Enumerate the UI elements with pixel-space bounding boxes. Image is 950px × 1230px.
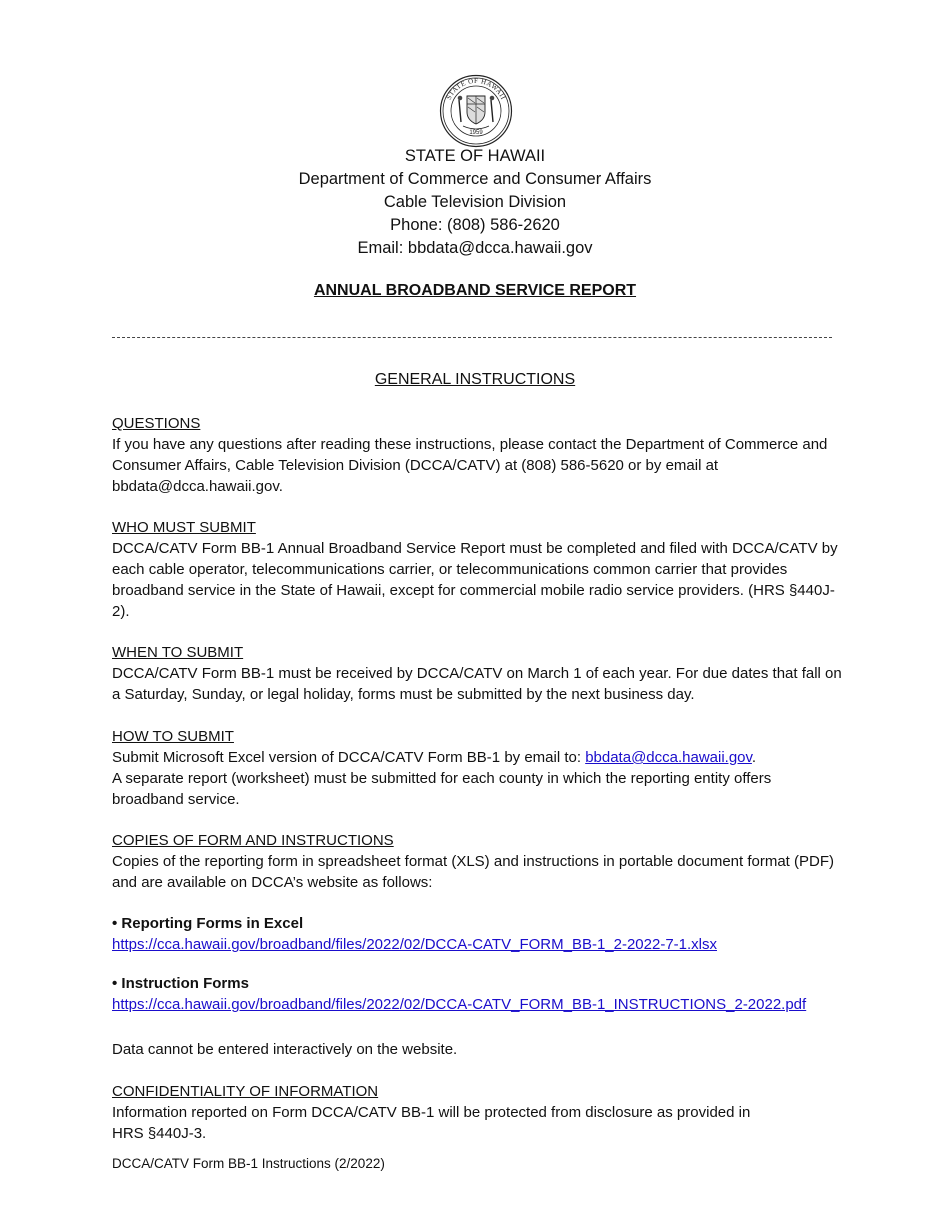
when-heading: WHEN TO SUBMIT [112,644,244,661]
dashed-divider [112,337,832,338]
excel-form-link[interactable]: https://cca.hawaii.gov/broadband/files/2022/02/DCCA-CATV_FORM_BB-1_2-2022-7-1.xlsx [112,936,718,953]
report-title: ANNUAL BROADBAND SERVICE REPORT [313,282,637,299]
copies-heading: COPIES OF FORM AND INSTRUCTIONS [112,832,394,849]
general-instructions-title: GENERAL INSTRUCTIONS [374,371,576,388]
confidentiality-line-2: HRS §440J-3. [112,1125,207,1142]
confidentiality-heading: CONFIDENTIALITY OF INFORMATION [112,1083,379,1100]
instruction-forms-label: • Instruction Forms [112,975,249,992]
state-seal-icon [439,74,513,148]
who-heading: WHO MUST SUBMIT [112,519,256,536]
who-body: DCCA/CATV Form BB-1 Annual Broadband Service Report must be completed and filed with DCCA/CATV by each cable operator, telecommunications carrier, or telecommunications common carrier that provides broadband service in the State of Hawaii, except for commercial mobile radio service providers. (HRS §440J-2). [112,540,838,620]
copies-section [112,830,842,893]
department-name: Department of Commerce and Consumer Affairs [298,170,652,188]
interactive-note-text: Data cannot be entered interactively on the website. [112,1041,458,1058]
email: Email: bbdata@dcca.hawaii.gov [357,239,593,257]
confidentiality-line-1: Information reported on Form DCCA/CATV BB-1 will be protected from disclosure as provided in [112,1104,751,1121]
questions-heading: QUESTIONS [112,415,201,432]
excel-forms-block [112,913,842,955]
seal-year: 1959 [469,130,483,136]
copies-body: Copies of the reporting form in spreadsheet format (XLS) and instructions in portable document format (PDF) and are available on DCCA’s website as follows: [112,853,834,891]
how-heading: HOW TO SUBMIT [112,728,234,745]
who-section [112,517,842,622]
confidentiality-section [112,1081,842,1144]
instruction-forms-block [112,973,842,1015]
how-line-1 [112,747,842,768]
how-line-2: A separate report (worksheet) must be submitted for each county in which the reporting entity offers broadband service. [112,770,772,808]
submission-email-link[interactable]: bbdata@dcca.hawaii.gov [585,749,752,766]
seal-text: STATE OF HAWAII [444,76,508,102]
instruction-form-link[interactable]: https://cca.hawaii.gov/broadband/files/2022/02/DCCA-CATV_FORM_BB-1_INSTRUCTIONS_2-2022.pdf [112,996,807,1013]
questions-section [112,413,842,497]
interactive-note [112,1039,842,1060]
excel-forms-label: • Reporting Forms in Excel [112,915,304,932]
when-body: DCCA/CATV Form BB-1 must be received by DCCA/CATV on March 1 of each year. For due dates that fall on a Saturday, Sunday, or legal holiday, forms must be submitted by the next business day. [112,665,842,703]
how-line-1-suffix: . [751,749,757,766]
phone: Phone: (808) 586-2620 [390,216,560,234]
agency-header [0,145,950,260]
how-line-1-prefix: Submit Microsoft Excel version of DCCA/CATV Form BB-1 by email to: [112,749,586,766]
when-section [112,642,842,705]
questions-body: If you have any questions after reading these instructions, please contact the Department of Commerce and Consumer Affairs, Cable Television Division (DCCA/CATV) at (808) 586-5620 or by email at bbdata@dcca.hawaii.gov. [112,436,828,495]
division-name: Cable Television Division [383,193,567,211]
how-section [112,726,842,810]
state-name: STATE OF HAWAII [404,147,546,165]
page-footer: DCCA/CATV Form BB-1 Instructions (2/2022) [112,1156,385,1171]
